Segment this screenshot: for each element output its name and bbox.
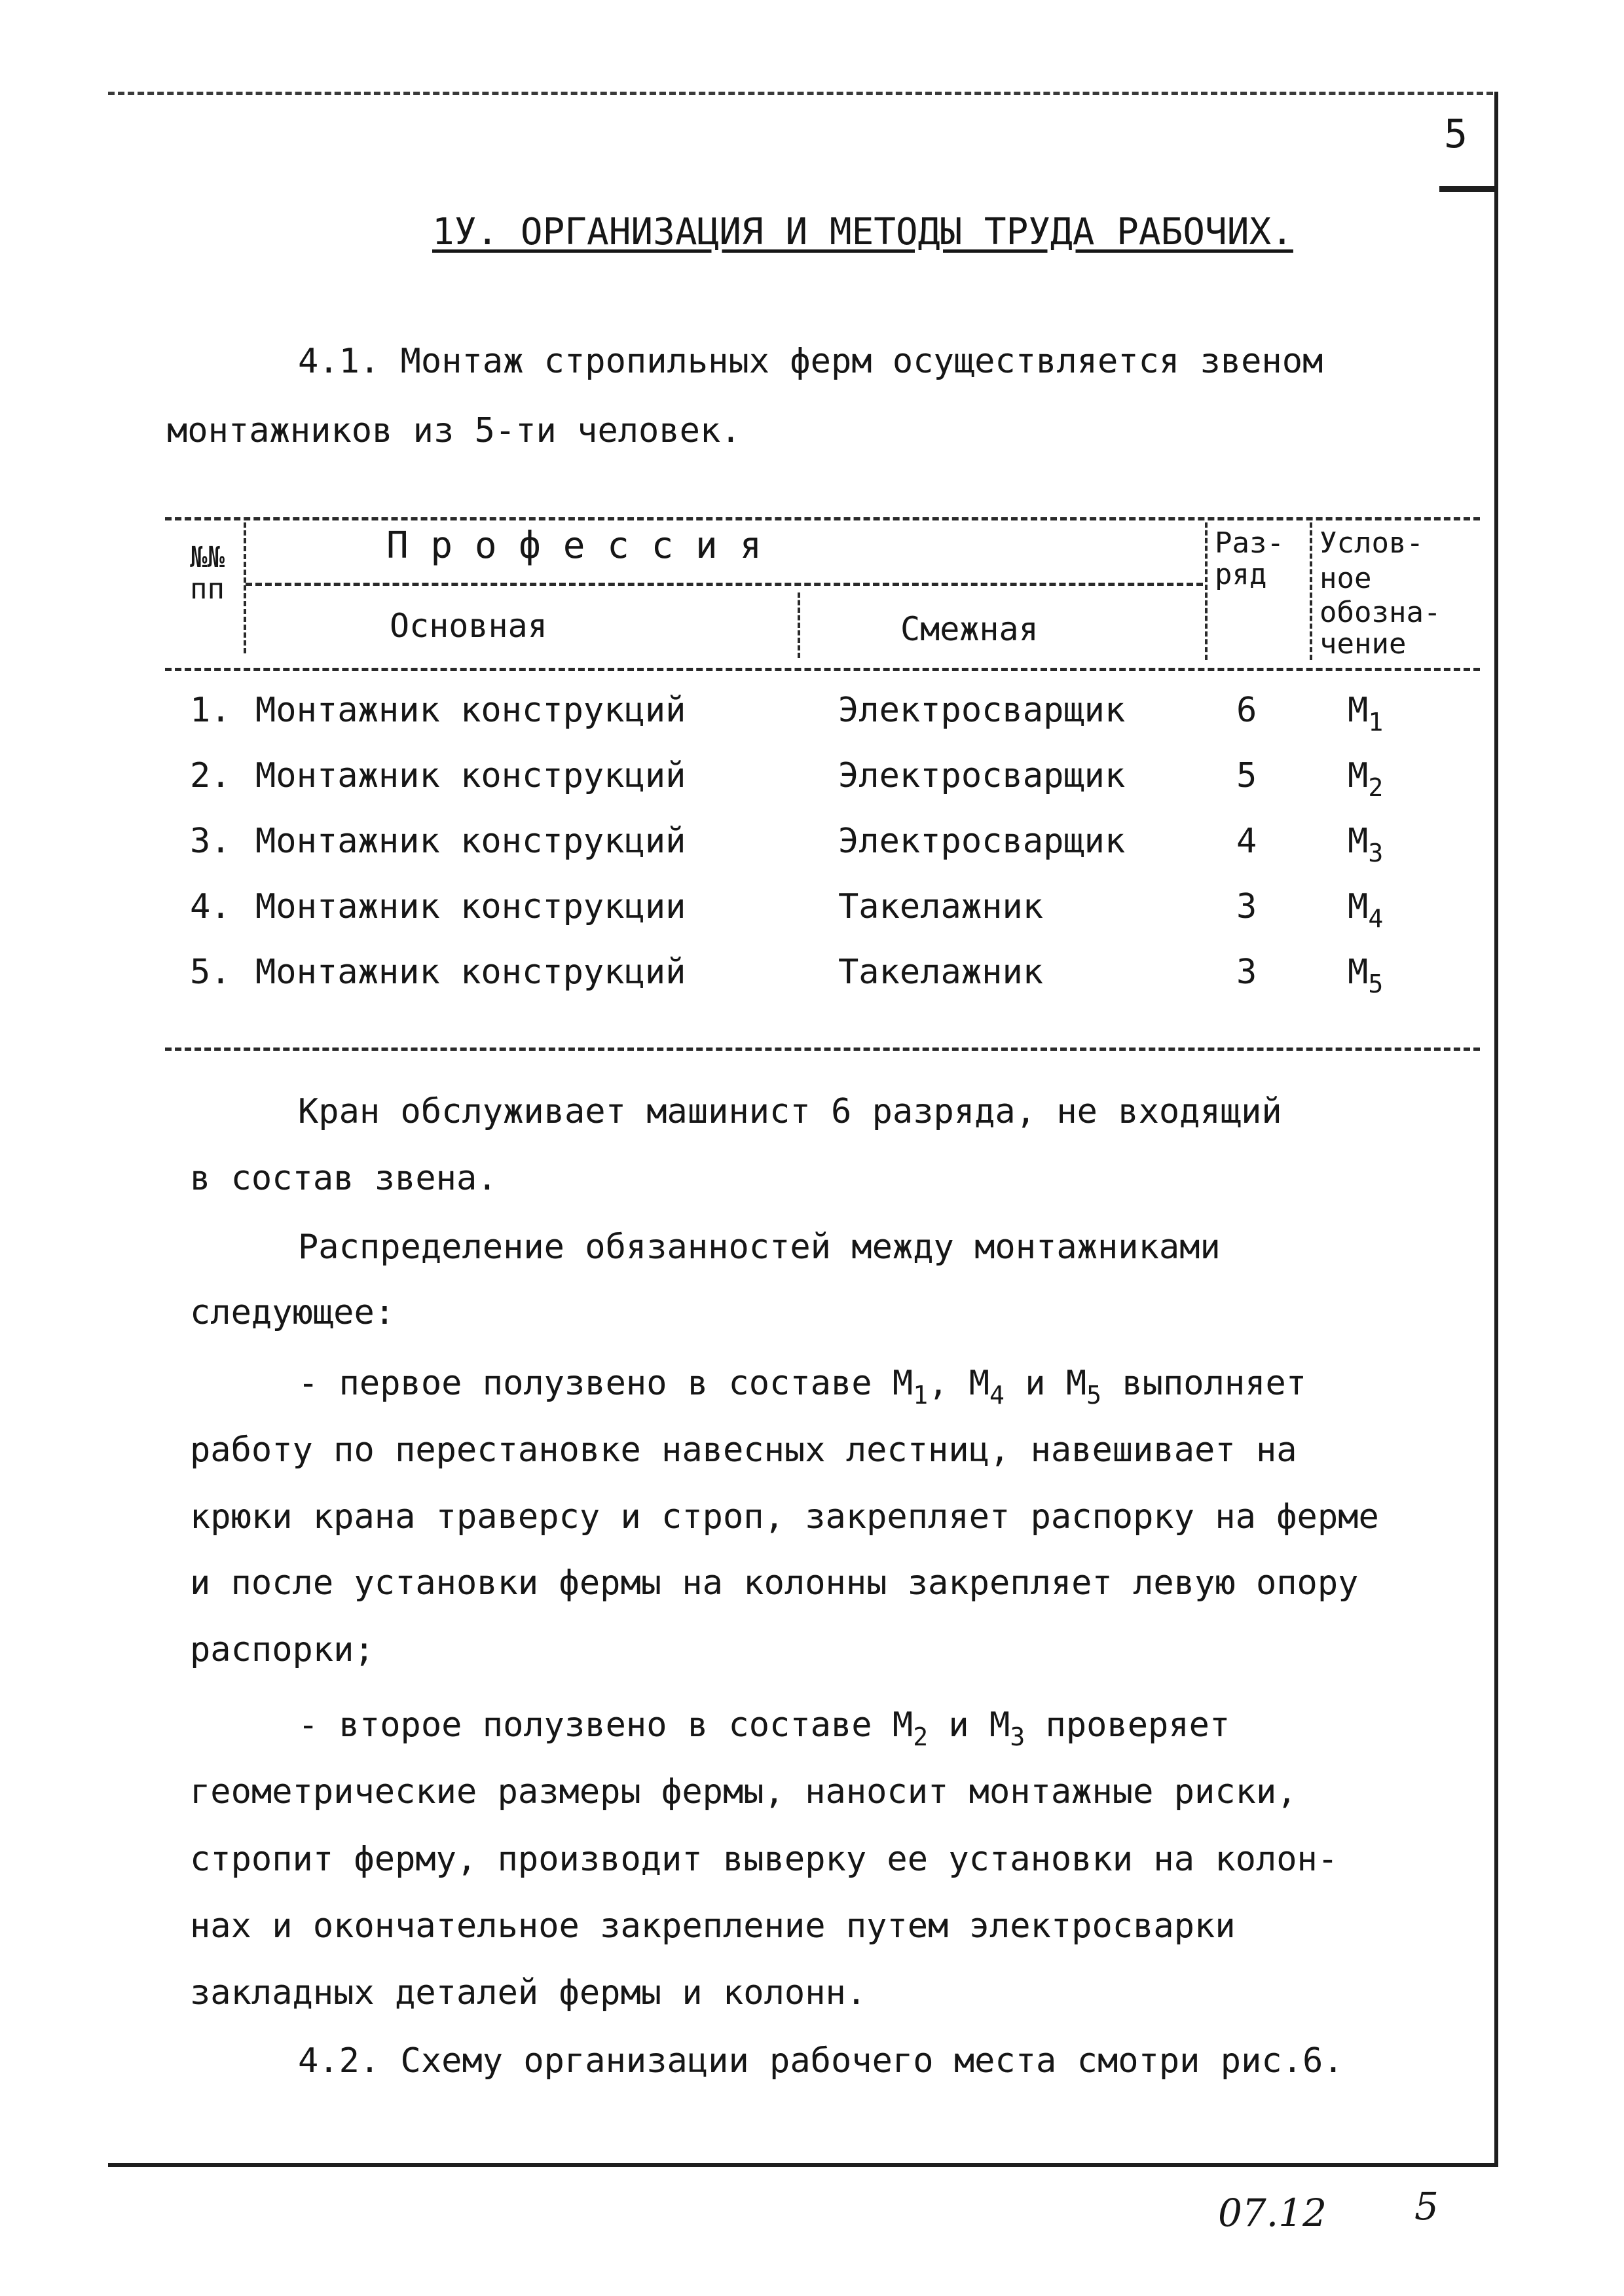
- table-divider-main: [798, 592, 800, 658]
- second-group-line-4: нах и окончательное закрепление путем электросварки: [190, 1906, 1236, 1946]
- page-number-mark: [1439, 186, 1498, 192]
- row-related-profession: Такелажник: [838, 953, 1044, 992]
- section-heading: 1У. ОРГАНИЗАЦИЯ И МЕТОДЫ ТРУДА РАБОЧИХ.: [432, 211, 1293, 253]
- row-related-profession: Электросварщик: [838, 822, 1126, 861]
- row-symbol: $М_4$: [1348, 887, 1384, 933]
- distribution-line-1: Распределение обязанностей между монтажниками: [298, 1228, 1221, 1267]
- first-group-line-4: и после установки фермы на колонны закрепляет левую опору: [190, 1563, 1359, 1603]
- row-grade: 3: [1236, 953, 1257, 992]
- top-border-line: [108, 92, 1493, 95]
- header-symbol-1: Услов-: [1320, 526, 1424, 560]
- table-top-rule: [165, 517, 1480, 520]
- row-related-profession: Электросварщик: [838, 756, 1126, 795]
- footer-code: 07.12: [1218, 2191, 1327, 2235]
- intro-line-1: 4.1. Монтаж стропильных ферм осуществляется звеном: [298, 342, 1323, 381]
- row-grade: 3: [1236, 887, 1257, 926]
- second-group-line-2: геометрические размеры фермы, наносит монтажные риски,: [190, 1772, 1297, 1812]
- row-number: 2.: [190, 756, 231, 795]
- header-symbol-2: ное: [1320, 562, 1372, 595]
- first-group-line-5: распорки;: [190, 1630, 375, 1669]
- right-border-line: [1494, 92, 1498, 2167]
- second-group-line-3: стропит ферму, производит выверку ее установки на колон-: [190, 1840, 1338, 1879]
- row-symbol: $М_2$: [1348, 756, 1384, 802]
- first-group-line-3: крюки крана траверсу и строп, закрепляет распорку на ферме: [190, 1497, 1379, 1537]
- header-main: Основная: [390, 607, 547, 645]
- header-grade-2: ряд: [1215, 558, 1267, 591]
- row-number: 3.: [190, 822, 231, 861]
- table-divider-related: [1205, 522, 1208, 660]
- row-main-profession: Монтажник конструкций: [255, 953, 686, 992]
- first-group-line-2: работу по перестановке навесных лестниц, навешивает на: [190, 1430, 1297, 1470]
- bottom-border-line: [108, 2163, 1498, 2167]
- second-group-line-5: закладных деталей фермы и колонн.: [190, 1973, 867, 2013]
- row-number: 4.: [190, 887, 231, 926]
- table-divider-grade: [1310, 522, 1312, 660]
- row-main-profession: Монтажник конструкций: [255, 691, 686, 730]
- header-num-1: №№: [190, 541, 225, 574]
- row-grade: 4: [1236, 822, 1257, 861]
- distribution-line-2: следующее:: [190, 1293, 396, 1332]
- row-symbol: $М_5$: [1348, 953, 1384, 998]
- row-related-profession: Электросварщик: [838, 691, 1126, 730]
- row-number: 5.: [190, 953, 231, 992]
- scheme-reference: 4.2. Схему организации рабочего места смотри рис.6.: [298, 2041, 1344, 2081]
- row-grade: 5: [1236, 756, 1257, 795]
- header-num-2: пп: [190, 572, 225, 606]
- intro-line-2: монтажников из 5-ти человек.: [167, 411, 741, 450]
- footer-page-number: 5: [1414, 2184, 1439, 2229]
- first-group-line-1: - первое полузвено в составе $М_1$, $М_4$ и $М_5$ выполняет: [298, 1364, 1307, 1410]
- row-main-profession: Монтажник конструкций: [255, 756, 686, 795]
- header-symbol-4: чение: [1320, 627, 1407, 661]
- row-number: 1.: [190, 691, 231, 730]
- table-bottom-rule: [165, 1048, 1480, 1051]
- row-symbol: $М_1$: [1348, 691, 1384, 737]
- row-grade: 6: [1236, 691, 1257, 730]
- row-symbol: $М_3$: [1348, 822, 1384, 867]
- header-grade-1: Раз-: [1215, 526, 1284, 560]
- crane-line-2: в состав звена.: [190, 1159, 498, 1198]
- table-header-rule: [165, 668, 1480, 671]
- header-profession: П р о ф е с с и я: [386, 524, 762, 567]
- row-related-profession: Такелажник: [838, 887, 1044, 926]
- header-symbol-3: обозна-: [1320, 596, 1441, 629]
- header-related: Смежная: [900, 610, 1039, 648]
- table-profession-rule: [246, 583, 1203, 586]
- crane-line-1: Кран обслуживает машинист 6 разряда, не входящий: [298, 1092, 1282, 1131]
- page-number: 5: [1444, 111, 1468, 157]
- row-main-profession: Монтажник конструкции: [255, 887, 686, 926]
- table-divider-num: [244, 522, 246, 653]
- row-main-profession: Монтажник конструкций: [255, 822, 686, 861]
- second-group-line-1: - второе полузвено в составе $М_2$ и $М_3$ проверяет: [298, 1705, 1230, 1751]
